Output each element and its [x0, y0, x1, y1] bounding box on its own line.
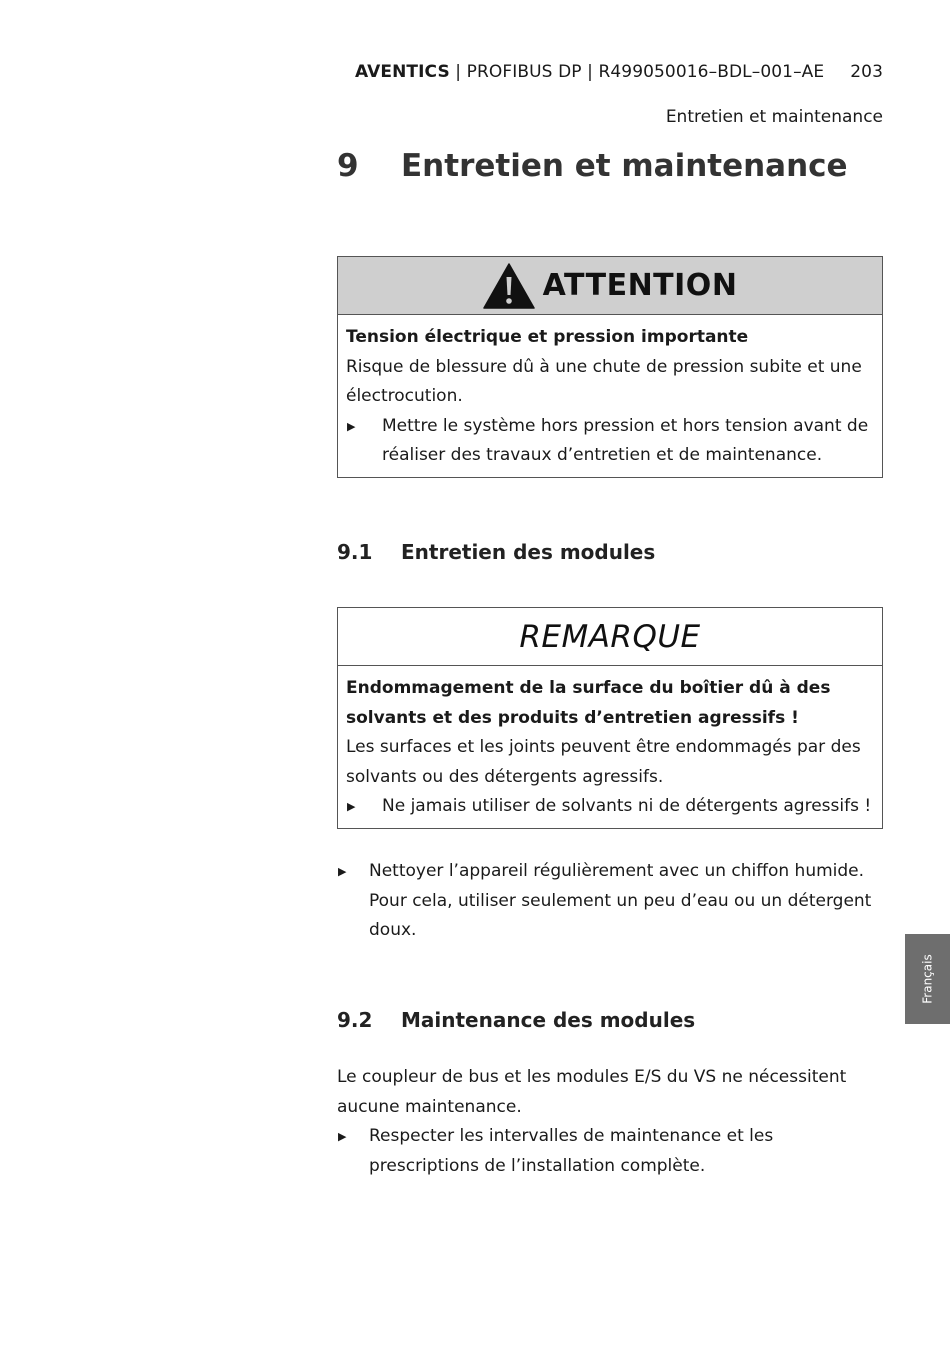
list-item-text: Respecter les intervalles de maintenance et les prescriptions de l’installation complète.: [369, 1126, 774, 1176]
bullet-marker: ▶: [338, 1130, 347, 1143]
attention-box: [337, 256, 883, 478]
remarque-body: [338, 666, 882, 828]
attention-label: ATTENTION: [542, 268, 738, 303]
attention-header: [338, 257, 882, 315]
paragraph: Le coupleur de bus et les modules E/S du VS ne nécessitent aucune maintenance.: [337, 1067, 847, 1117]
running-header: [337, 62, 883, 82]
remarque-heading: Endommagement de la surface du boîtier dû à des solvants et des produits d’entretien agressifs !: [346, 678, 831, 728]
chapter-heading: [337, 148, 848, 184]
remarque-bullet: [346, 792, 874, 822]
bullet-marker: ▶: [347, 419, 356, 433]
attention-bullet: [346, 412, 874, 471]
section-1-instructions: [337, 857, 885, 946]
remarque-label: REMARQUE: [519, 618, 701, 655]
language-tab-label: Français: [920, 954, 935, 1004]
section-number: 9.2: [337, 1008, 373, 1032]
remarque-text: Les surfaces et les joints peuvent être endommagés par des solvants ou des détergents agressifs.: [346, 737, 861, 787]
document-reference: | PROFIBUS DP | R499050016–BDL–001–AE: [449, 62, 825, 82]
warning-triangle-icon: [483, 263, 535, 309]
chapter-number: 9: [337, 148, 359, 184]
page-number: 203: [850, 62, 883, 82]
attention-text: Risque de blessure dû à une chute de pression subite et une électrocution.: [346, 356, 862, 406]
section-2-content: [337, 1063, 885, 1181]
attention-heading: Tension électrique et pression importante: [346, 327, 749, 347]
language-tab: [905, 934, 950, 1024]
section-number: 9.1: [337, 540, 373, 564]
section-heading-9-1: [337, 540, 655, 564]
list-item: [337, 1122, 885, 1181]
section-heading-9-2: [337, 1008, 695, 1032]
section-title: Entretien des modules: [401, 540, 656, 564]
brand-name: AVENTICS: [355, 62, 450, 82]
chapter-title: Entretien et maintenance: [401, 148, 848, 184]
remarque-header: [338, 608, 882, 666]
running-section-title: Entretien et maintenance: [665, 107, 883, 127]
remarque-bullet-text: Ne jamais utiliser de solvants ni de détergents agressifs !: [382, 796, 872, 816]
attention-bullet-text: Mettre le système hors pression et hors tension avant de réaliser des travaux d’entretien et de maintenance.: [382, 415, 869, 465]
list-item-text: Nettoyer l’appareil régulièrement avec un chiffon humide. Pour cela, utiliser seulement un peu d’eau ou un détergent doux.: [369, 861, 872, 940]
attention-body: [338, 315, 882, 477]
bullet-marker: ▶: [338, 865, 347, 878]
remarque-box: [337, 607, 883, 829]
list-item: [337, 857, 885, 946]
bullet-marker: ▶: [347, 800, 356, 813]
section-title: Maintenance des modules: [401, 1008, 696, 1032]
